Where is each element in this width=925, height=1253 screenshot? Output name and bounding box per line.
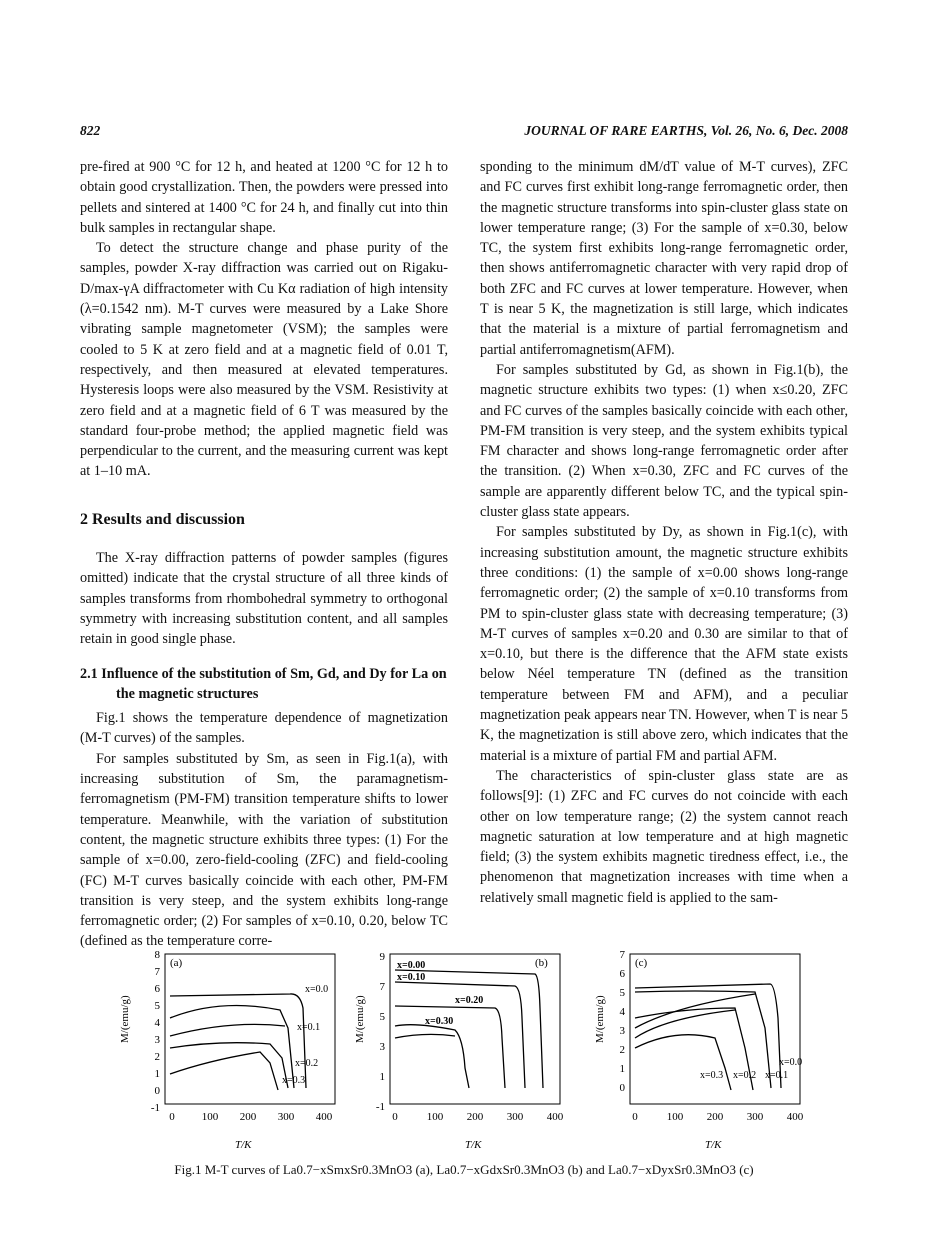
series-label: x=0.1 bbox=[297, 1022, 321, 1033]
series-label: x=0.0 bbox=[779, 1057, 803, 1068]
left-column bbox=[80, 157, 448, 952]
paragraph: The characteristics of spin-cluster glass state are as follows[9]: (1) ZFC and FC curves do not coincide with each other on low temperature range; (2) the system cannot reach magnetic saturation at low temperature and at high magnetic field; (3) the system exhibits magnetic tiredness effect, i.e., the phenomenon that magnetization increases with time when a relatively small magnetic field is applied to the sam- bbox=[480, 767, 848, 906]
tick-label: 8 bbox=[154, 949, 160, 961]
journal-title: JOURNAL OF RARE EARTHS, Vol. 26, No. 6, Dec. 2008 bbox=[524, 123, 848, 138]
y-axis-label: M/(emu/g) bbox=[354, 995, 366, 1043]
tick-label: 2 bbox=[154, 1051, 160, 1063]
tick-label: 1 bbox=[619, 1063, 625, 1075]
x-ticks bbox=[392, 1111, 564, 1123]
tick-label: 3 bbox=[154, 1034, 160, 1046]
series-label: x=0.3 bbox=[700, 1070, 724, 1081]
tick-label: 9 bbox=[379, 951, 385, 963]
tick-label: 5 bbox=[379, 1011, 385, 1023]
paragraph: The X-ray diffraction patterns of powder samples (figures omitted) indicate that the crystal structure of all three kinds of samples transforms from rhombohedral symmetry to orthogonal symmetry with increasing substitution content, and all samples retain in good single phase. bbox=[80, 550, 448, 648]
right-column bbox=[480, 157, 848, 908]
x-axis-label: T/K bbox=[705, 1139, 722, 1151]
tick-label: 200 bbox=[239, 1111, 257, 1123]
figure-1 bbox=[110, 948, 830, 1158]
tick-label: 200 bbox=[466, 1111, 484, 1123]
paragraph: Fig.1 shows the temperature dependence of magnetization (M-T curves) of the samples. bbox=[80, 710, 448, 747]
curve-x0.1-zfc bbox=[635, 994, 755, 1028]
curve-x0.3 bbox=[170, 1052, 278, 1090]
panel-tag: (c) bbox=[635, 957, 648, 969]
tick-label: 300 bbox=[277, 1111, 295, 1123]
curve-x0.1-zfc bbox=[170, 1024, 285, 1036]
y-ticks bbox=[151, 949, 161, 1114]
panel-tag: (a) bbox=[170, 957, 183, 969]
tick-label: 400 bbox=[786, 1111, 804, 1123]
x-ticks bbox=[169, 1111, 333, 1123]
tick-label: 200 bbox=[706, 1111, 724, 1123]
series-label: x=0.10 bbox=[397, 972, 426, 983]
curve-x0.30-zfc bbox=[395, 1034, 455, 1038]
series-label: x=0.2 bbox=[295, 1058, 319, 1069]
tick-label: 1 bbox=[154, 1068, 160, 1080]
tick-label: 4 bbox=[154, 1017, 160, 1029]
paragraph: For samples substituted by Gd, as shown in Fig.1(b), the magnetic structure exhibits two types: (1) when x≤0.20, ZFC and FC curves of the samples basically coincide with each other, PM-FM transition is very steep, and the system exhibits typical FM character and shows long-range ferromagnetic order after the transition. (2) When x=0.30, ZFC and FC curves of the sample are apparently different below TC, and the typical spin-cluster glass state appears. bbox=[480, 361, 848, 521]
tick-label: 7 bbox=[154, 966, 160, 978]
paragraph: sponding to the minimum dM/dT value of M-T curves), ZFC and FC curves first exhibit long-range ferromagnetic order, then the magnetic structure transforms into spin-cluster glass state on lower temperature range; (3) For the sample of x=0.30, below TC, the system first exhibits long-range ferromagnetic order, then shows antiferromagnetic character with very rapid drop of both ZFC and FC curves at lower temperature. However, when T is near 5 K, the magnetization is still large, which indicates that the material is a mixture of partial ferromagnetism and partial antiferromagnetism(AFM). bbox=[480, 159, 848, 358]
page-number: 822 bbox=[80, 123, 101, 138]
series-label: x=0.20 bbox=[455, 995, 484, 1006]
section-heading: 2 Results and discussion bbox=[80, 510, 245, 528]
series-label: x=0.0 bbox=[305, 984, 329, 995]
x-axis-label: T/K bbox=[465, 1139, 482, 1151]
series-label: x=0.1 bbox=[765, 1070, 789, 1081]
y-ticks bbox=[376, 951, 386, 1113]
tick-label: 400 bbox=[546, 1111, 564, 1123]
tick-label: 300 bbox=[506, 1111, 524, 1123]
tick-label: 100 bbox=[426, 1111, 444, 1123]
figure-caption: Fig.1 M-T curves of La0.7−xSmxSr0.3MnO3 (a), La0.7−xGdxSr0.3MnO3 (b) and La0.7−xDyxSr0.3MnO3 (c) bbox=[174, 1162, 754, 1177]
curve-x0.3 bbox=[635, 1035, 731, 1090]
series-label: x=0.2 bbox=[733, 1070, 757, 1081]
tick-label: 5 bbox=[154, 1000, 160, 1012]
paragraph: To detect the structure change and phase purity of the samples, powder X-ray diffraction was carried out on Rigaku-D/max-γA diffractometer with Cu Kα radiation of high intensity (λ=0.1542 nm). M-T curves were measured by a Lake Shore vibrating sample magnetometer (VSM); the samples were cooled to 5 K at zero field and at a magnetic field of 0.01 T, respectively, and then measured at elevated temperatures. Hysteresis loops were also measured by the VSM. Resistivity at zero field and at a magnetic field of 6 T was measured by the standard four-probe method; the applied magnetic field was perpendicular to the current, and the measuring current was kept at 1–10 mA. bbox=[80, 240, 448, 480]
y-axis-label: M/(emu/g) bbox=[119, 995, 131, 1043]
panel-b bbox=[354, 951, 564, 1151]
paragraph: pre-fired at 900 °C for 12 h, and heated at 1200 °C for 12 h to obtain good crystallization. Then, the powders were pressed into pellets and sintered at 1400 °C for 24 h, and finally cut into thin bulk samples in rectangular shape. bbox=[80, 159, 448, 236]
subsection-heading: 2.1 Influence of the substitution of Sm, Gd, and Dy for La on the magnetic structures bbox=[80, 665, 447, 702]
tick-label: -1 bbox=[150, 1102, 160, 1114]
tick-label: 6 bbox=[619, 968, 625, 980]
curve-x0.00 bbox=[395, 970, 543, 1088]
paragraph: For samples substituted by Dy, as shown in Fig.1(c), with increasing substitution amount, the magnetic structure exhibits three conditions: (1) the sample of x=0.00 shows long-range ferromagnetic order; (2) the sample of x=0.10 transforms from PM to spin-cluster glass state with decreasing temperature; (3) M-T curves of samples x=0.20 and 0.30 are similar to that of x=0.10, but there is the difference that the AFM state exists below Néel temperature TN (defined as the transition temperature between FM and AFM), and a peculiar magnetization peak appears near TN. However, when T is near 5 K, the magnetization is still above zero, which indicates that the material is a mixture of partial FM and partial AFM. bbox=[480, 524, 848, 764]
tick-label: 2 bbox=[619, 1044, 625, 1056]
running-header bbox=[80, 123, 848, 141]
panel-tag: (b) bbox=[535, 957, 548, 969]
y-axis-label: M/(emu/g) bbox=[594, 995, 606, 1043]
tick-label: 0 bbox=[619, 1082, 625, 1094]
tick-label: 3 bbox=[379, 1041, 385, 1053]
tick-label: 100 bbox=[201, 1111, 219, 1123]
tick-label: 0 bbox=[154, 1085, 160, 1097]
tick-label: 7 bbox=[379, 981, 385, 993]
tick-label: 3 bbox=[619, 1025, 625, 1037]
tick-label: 400 bbox=[315, 1111, 333, 1123]
tick-label: 0 bbox=[169, 1111, 175, 1123]
x-axis-label: T/K bbox=[235, 1139, 252, 1151]
tick-label: 300 bbox=[746, 1111, 764, 1123]
tick-label: 100 bbox=[666, 1111, 684, 1123]
tick-label: 0 bbox=[632, 1111, 638, 1123]
panel-c bbox=[594, 949, 804, 1151]
curve-x0.1 bbox=[170, 1006, 294, 1089]
curve-x0.2-zfc bbox=[635, 1010, 735, 1038]
x-ticks bbox=[632, 1111, 804, 1123]
tick-label: 0 bbox=[392, 1111, 398, 1123]
series-label: x=0.3 bbox=[282, 1075, 306, 1086]
tick-label: 5 bbox=[619, 987, 625, 999]
tick-label: 6 bbox=[154, 983, 160, 995]
tick-label: -1 bbox=[375, 1101, 385, 1113]
y-ticks bbox=[620, 949, 626, 1094]
tick-label: 4 bbox=[619, 1006, 625, 1018]
panel-a bbox=[119, 949, 335, 1151]
series-label: x=0.00 bbox=[397, 960, 426, 971]
tick-label: 1 bbox=[379, 1071, 385, 1083]
tick-label: 7 bbox=[619, 949, 625, 961]
series-label: x=0.30 bbox=[425, 1016, 454, 1027]
paragraph: For samples substituted by Sm, as seen in Fig.1(a), with increasing substitution of Sm, the paramagnetism-ferromagnetism (PM-FM) transition temperature shifts to lower temperature. Meanwhile, with the variation of substitution content, the magnetic structure exhibits three types: (1) For the sample of x=0.00, zero-field-cooling (ZFC) and field-cooling (FC) M-T curves basically coincide with each other, PM-FM transition is very steep, and the system exhibits long-range ferromagnetic order; (2) For samples of x=0.10, 0.20, below TC (defined as the temperature corre- bbox=[80, 750, 448, 950]
